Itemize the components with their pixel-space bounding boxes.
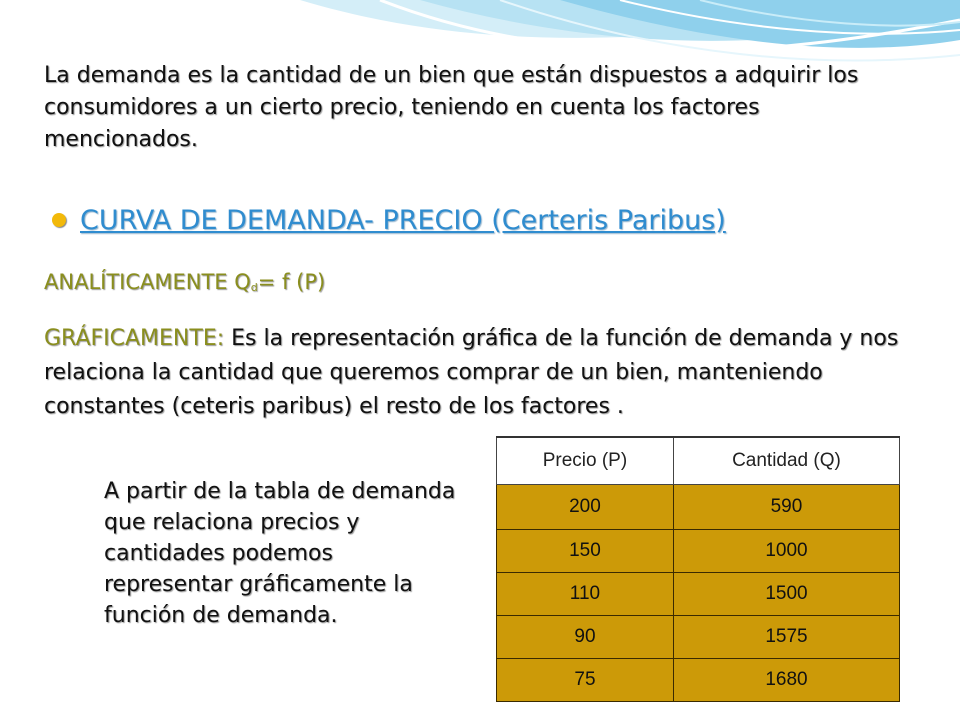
cell-price: 110 [497, 573, 674, 616]
cell-quantity: 1000 [673, 530, 899, 573]
cell-price: 200 [497, 485, 674, 530]
table-row [497, 530, 900, 573]
table-row [497, 573, 900, 616]
cell-price: 90 [497, 616, 674, 659]
intro-paragraph: La demanda es la cantidad de un bien que están dispuestos a adquirir los consumidores a un cierto precio, teniendo en cuenta los factores mencionados. [44, 63, 859, 152]
bullet-item [52, 200, 726, 240]
side-explanation: A partir de la tabla de demanda que relaciona precios y cantidades podemos representar gráficamente la función de demanda. [104, 479, 456, 628]
analytic-subscript: d [250, 281, 258, 294]
table-header-row [497, 437, 900, 485]
analytic-q: Q [234, 270, 251, 294]
cell-price: 150 [497, 530, 674, 573]
table-row [497, 659, 900, 702]
demand-table [496, 436, 900, 702]
cell-price: 75 [497, 659, 674, 702]
cell-quantity: 1575 [673, 616, 899, 659]
bullet-dot-icon [52, 213, 66, 227]
header-price: Precio (P) [497, 437, 674, 485]
graphic-paragraph [44, 322, 920, 424]
cell-quantity: 1680 [673, 659, 899, 702]
graphic-label: GRÁFICAMENTE: [44, 326, 225, 351]
graphic-text: Es la representación gráfica de la función de demanda y nos relaciona la cantidad que queremos comprar de un bien, manteniendo constantes (ceteris paribus) el resto de los factores . [44, 326, 899, 419]
table-row [497, 616, 900, 659]
analytic-label: ANALÍTICAMENTE [44, 270, 228, 294]
analytic-definition [44, 270, 325, 294]
header-quantity: Cantidad (Q) [673, 437, 899, 485]
cell-quantity: 1500 [673, 573, 899, 616]
analytic-function: = f (P) [257, 270, 326, 294]
cell-quantity: 590 [673, 485, 899, 530]
table-row [497, 485, 900, 530]
demand-curve-link[interactable]: CURVA DE DEMANDA- PRECIO (Certeris Paribus) [80, 204, 726, 236]
